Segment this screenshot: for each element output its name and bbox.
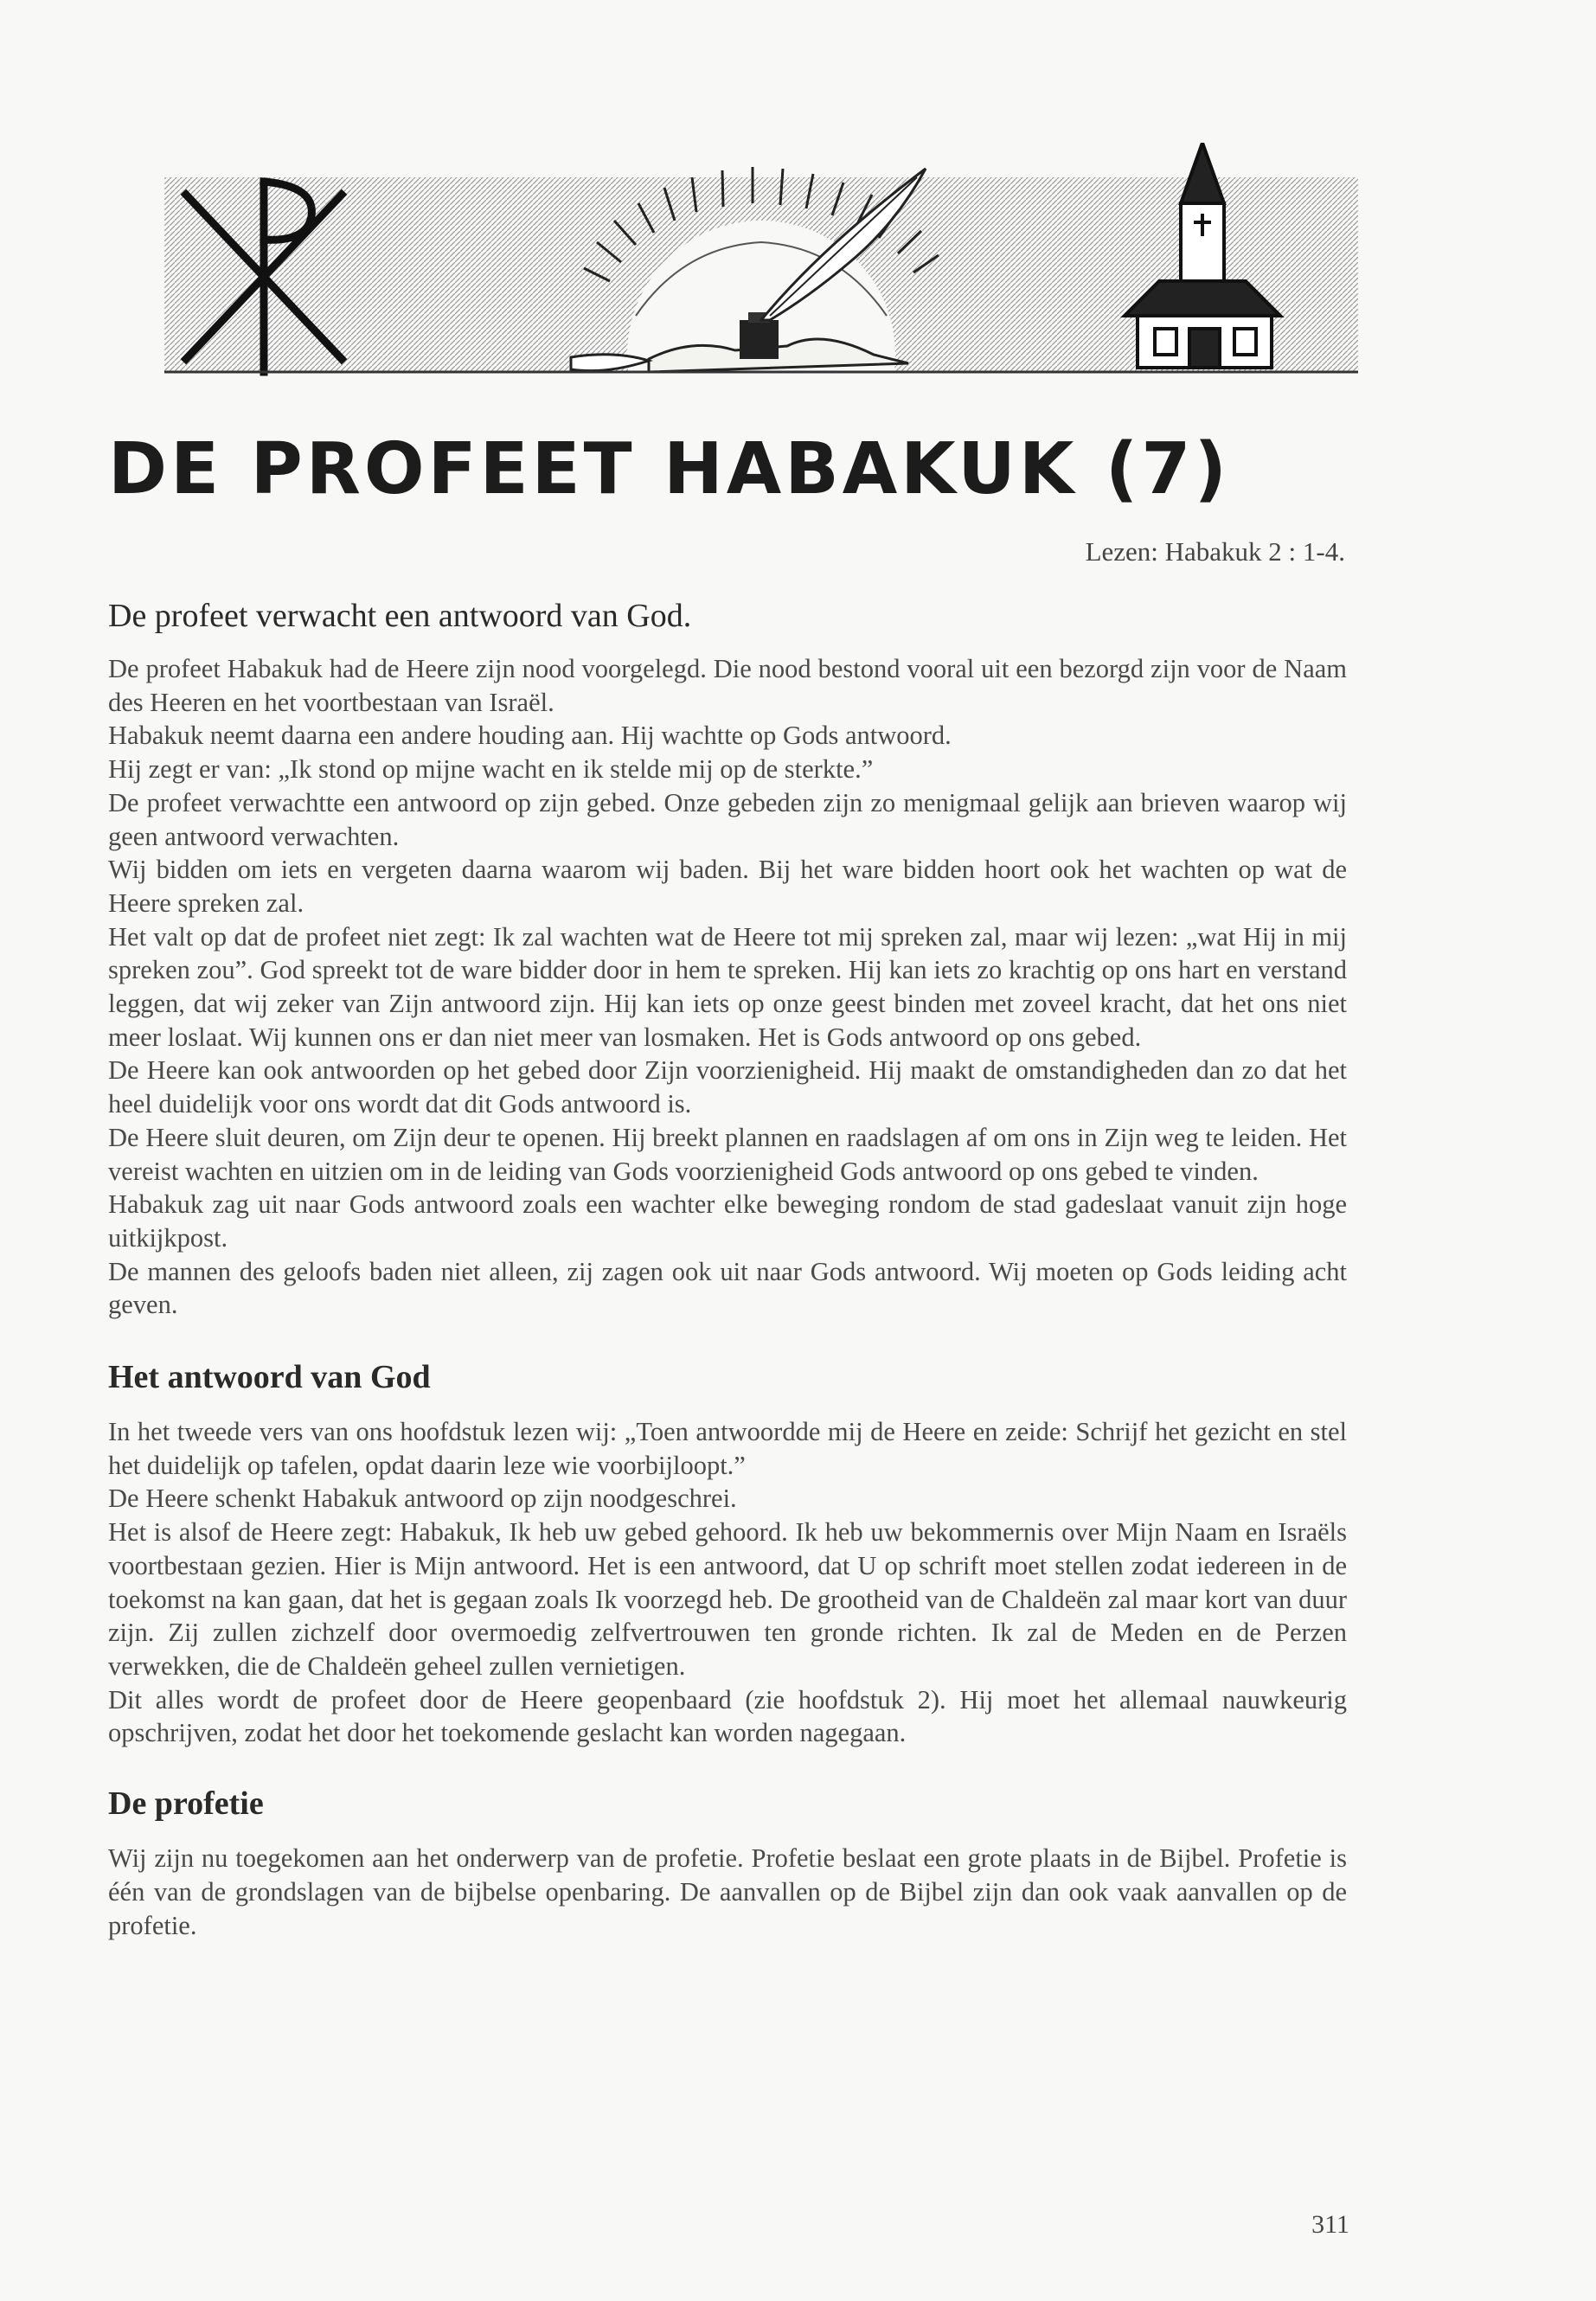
section-profetie <box>108 1783 1347 1942</box>
paragraph: Hij zegt er van: „Ik stond op mijne wacht en ik stelde mij op de sterkte.” <box>108 754 874 785</box>
header-banner <box>164 143 1358 402</box>
page-number: 311 <box>1311 2210 1349 2239</box>
paragraph: De profeet Habakuk had de Heere zijn nood voorgelegd. Die nood bestond vooral uit een bezorgd zijn voor de Naam des Heeren en het voortbestaan van Israël. <box>108 654 1347 717</box>
paragraph: Wij zijn nu toegekomen aan het onderwerp van de profetie. Profetie beslaat een grote plaats in de Bijbel. Profetie is één van de grondslagen van de bijbelse openbaring. De aanvallen op de Bijbel zijn dan ook vaak aanvallen op de profetie. <box>108 1843 1347 1940</box>
page-title: DE PROFEET HABAKUK (7) <box>108 428 1230 510</box>
section-verwacht <box>108 595 1347 1322</box>
section-heading: Het antwoord van God <box>108 1359 431 1396</box>
paragraph: Het is alsof de Heere zegt: Habakuk, Ik heb uw gebed gehoord. Ik heb uw bekommernis over Mijn Naam en Israëls voortbestaan gezien. Hier is Mijn antwoord. Het is een antwoord, dat U op schrift moet stellen zodat iedereen in de toekomst na kan gaan, dat het is gegaan zoals Ik voorzegd heb. De grootheid van de Chaldeën zal maar kort van duur zijn. Zij zullen zichzelf door overmoedig zelfvertrouwen ten gronde richten. Ik zal de Meden en de Perzen verwekken, die de Chaldeën geheel zullen vernietigen. <box>108 1517 1347 1681</box>
section-heading: De profeet verwacht een antwoord van God. <box>108 598 692 634</box>
section-antwoord <box>108 1356 1347 1750</box>
paragraph: Dit alles wordt de profeet door de Heere geopenbaard (zie hoofdstuk 2). Hij moet het allemaal nauwkeurig opschrijven, zodat het door het toekomende geslacht kan worden nagegaan. <box>108 1684 1347 1748</box>
paragraph: In het tweede vers van ons hoofdstuk lezen wij: „Toen antwoordde mij de Heere en zeide: Schrijf het gezicht en stel het duidelijk op tafelen, opdat daarin leze wie voorbijloopt.” <box>108 1417 1347 1480</box>
paragraph: De Heere kan ook antwoorden op het gebed door Zijn voorzienigheid. Hij maakt de omstandigheden dan zo dat het heel duidelijk voor ons wordt dat dit Gods antwoord is. <box>108 1055 1347 1119</box>
paragraph: Het valt op dat de profeet niet zegt: Ik zal wachten wat de Heere tot mij spreken zal, maar wij lezen: „wat Hij in mij spreken zou”. God spreekt tot de ware bidder door in hem te spreken. Hij kan iets zo krachtig op ons hart en verstand leggen, dat wij zeker van Zijn antwoord zijn. Hij kan iets op onze geest binden met zoveel kracht, dat het ons niet meer loslaat. Wij kunnen ons er dan niet meer van losmaken. Het is Gods antwoord op ons gebed. <box>108 921 1347 1052</box>
paragraph: Habakuk zag uit naar Gods antwoord zoals een wachter elke beweging rondom de stad gadeslaat vanuit zijn hoge uitkijkpost. <box>108 1189 1347 1253</box>
paragraph: De Heere schenkt Habakuk antwoord op zijn noodgeschrei. <box>108 1484 737 1514</box>
reading-reference: Lezen: Habakuk 2 : 1-4. <box>1085 536 1345 567</box>
paragraph: De profeet verwachtte een antwoord op zijn gebed. Onze gebeden zijn zo menigmaal gelijk aan brieven waarop wij geen antwoord verwachten. <box>108 787 1347 851</box>
paragraph: De mannen des geloofs baden niet alleen, zij zagen ook uit naar Gods antwoord. Wij moeten op Gods leiding acht geven. <box>108 1256 1347 1320</box>
section-heading: De profetie <box>108 1785 264 1823</box>
paragraph: De Heere sluit deuren, om Zijn deur te openen. Hij breekt plannen en raadslagen af om ons in Zijn weg te leiden. Het vereist wachten en uitzien om in de leiding van Gods voorzienigheid Gods antwoord op ons gebed te vinden. <box>108 1122 1347 1186</box>
paragraph: Habakuk neemt daarna een andere houding aan. Hij wachtte op Gods antwoord. <box>108 721 952 751</box>
paragraph: Wij bidden om iets en vergeten daarna waarom wij baden. Bij het ware bidden hoort ook het wachten op wat de Heere spreken zal. <box>108 855 1347 918</box>
article-body <box>108 595 1347 1942</box>
